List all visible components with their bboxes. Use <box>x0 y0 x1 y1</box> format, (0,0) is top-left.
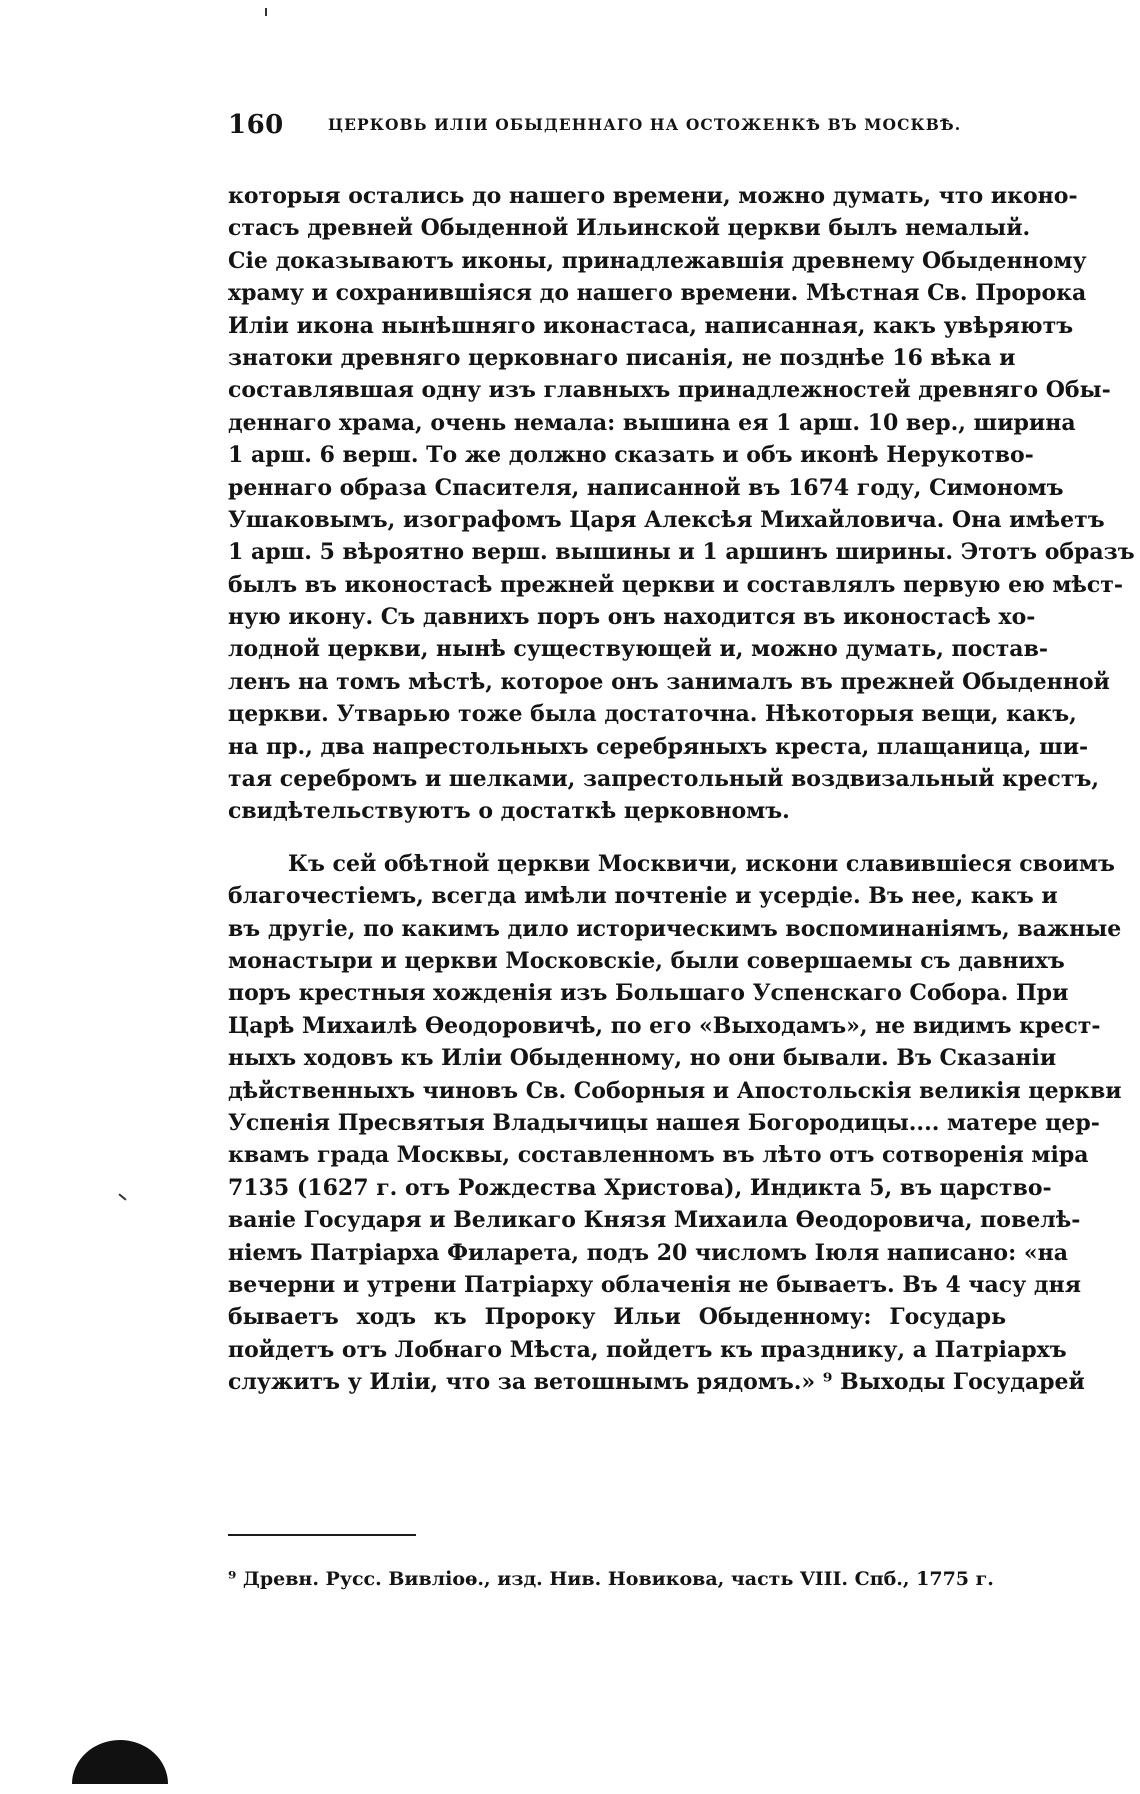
text-line: храму и сохранившіяся до нашего времени. Мѣстная Св. Пророка <box>228 280 1087 307</box>
paragraph-gap <box>228 828 1006 848</box>
text-line: на пр., два напрестольныхъ серебряныхъ креста, плащаница, ши- <box>228 733 1089 760</box>
paragraph-2 <box>228 848 1122 1399</box>
text-line: пойдетъ отъ Лобнаго Мѣста, пойдетъ къ празднику, а Патріархъ <box>228 1336 1067 1363</box>
text-line: церкви. Утварью тоже была достаточна. Нѣкоторыя вещи, какъ, <box>228 701 1077 728</box>
scan-speck <box>118 1193 126 1200</box>
text-line: тая серебромъ и шелками, запрестольный воздвизальный крестъ, <box>228 766 1099 793</box>
text-line: Успенія Пресвятыя Владычицы нашея Богородицы.... матере цер- <box>228 1109 1100 1136</box>
scan-speck <box>265 8 267 16</box>
text-line: свидѣтельствуютъ о достаткѣ церковномъ. <box>228 798 790 825</box>
text-line: стасъ древней Обыденной Ильинской церкви былъ немалый. <box>228 215 1031 242</box>
text-line: Ушаковымъ, изографомъ Царя Алексѣя Михайловича. Она имѣетъ <box>228 506 1105 533</box>
text-line: составлявшая одну изъ главныхъ принадлежностей древняго Обы- <box>228 377 1111 404</box>
text-line: 1 арш. 5 вѣроятно верш. вышины и 1 аршинъ ширины. Этотъ образъ <box>228 539 1135 566</box>
text-line: былъ въ иконостасѣ прежней церкви и составлялъ первую ею мѣст- <box>228 571 1124 598</box>
text-line: Къ сей обѣтной церкви Москвичи, искони славившіеся своимъ <box>288 850 1115 877</box>
page-number: 160 <box>228 110 284 140</box>
text-line: знатоки древняго церковнаго писанія, не позднѣе 16 вѣка и <box>228 344 1016 371</box>
text-line: которыя остались до нашего времени, можно думать, что иконо- <box>228 183 1078 209</box>
footnote-rule <box>228 1534 416 1536</box>
text-line: Царѣ Михаилѣ Ѳеодоровичѣ, по его «Выходамъ», не видимъ крест- <box>228 1012 1101 1039</box>
text-line: дѣйственныхъ чиновъ Св. Соборныя и Апостольскія великія церкви <box>228 1077 1122 1104</box>
text-line: ную икону. Съ давнихъ поръ онъ находится въ иконостасѣ хо- <box>228 604 1036 631</box>
scan-stain <box>72 1740 168 1784</box>
text-line: ленъ на томъ мѣстѣ, которое онъ занималъ въ прежней Обыденной <box>228 668 1110 695</box>
running-head <box>228 110 1008 146</box>
footnote: ⁹ Древн. Русс. Вивліоѳ., изд. Нив. Новикова, часть VIII. Спб., 1775 г. <box>228 1568 994 1590</box>
text-line: ваніе Государя и Великаго Князя Михаила Ѳеодоровича, повелѣ- <box>228 1207 1081 1234</box>
text-line: реннаго образа Спасителя, написанной въ 1674 году, Симономъ <box>228 474 1064 501</box>
text-line: поръ крестныя хожденія изъ Большаго Успенскаго Собора. При <box>228 980 1069 1007</box>
text-line: 1 арш. 6 верш. То же должно сказать и объ иконѣ Нерукотво- <box>228 442 1034 469</box>
body-text <box>228 180 1135 1398</box>
text-line: лодной церкви, нынѣ существующей и, можно думать, постав- <box>228 636 1048 663</box>
text-line: вечерни и утрени Патріарху облаченія не бываетъ. Въ 4 часу дня <box>228 1271 1081 1298</box>
text-line: бываетъ ходъ къ Пророку Ильи Обыденному: Государь <box>228 1304 1006 1331</box>
text-line: 7135 (1627 г. отъ Рождества Христова), Индикта 5, въ царство- <box>228 1174 1052 1201</box>
paragraph-1 <box>228 180 1135 828</box>
text-line: благочестіемъ, всегда имѣли почтеніе и усердіе. Въ нее, какъ и <box>228 883 1058 910</box>
text-line: квамъ града Москвы, составленномъ въ лѣто отъ сотворенія міра <box>228 1142 1089 1169</box>
running-title: ЦЕРКОВЬ ИЛІИ ОБЫДЕННАГО НА ОСТОЖЕНКѢ ВЪ МОСКВѢ. <box>328 115 962 134</box>
text-line: ныхъ ходовъ къ Иліи Обыденному, но они бывали. Въ Сказаніи <box>228 1045 1057 1072</box>
text-line: деннаго храма, очень немала: вышина ея 1 арш. 10 вер., ширина <box>228 409 1076 436</box>
text-line: служитъ у Иліи, что за ветошнымъ рядомъ.» ⁹ Выходы Государей <box>228 1369 1085 1396</box>
text-line: монастыри и церкви Московскіе, были совершаемы съ давнихъ <box>228 947 1065 974</box>
text-line: Иліи икона нынѣшняго иконастаса, написанная, какъ увѣряютъ <box>228 312 1074 339</box>
text-line: Сіе доказываютъ иконы, принадлежавшія древнему Обыденному <box>228 247 1087 274</box>
text-line: въ другіе, по какимъ дило историческимъ воспоминаніямъ, важные <box>228 915 1122 942</box>
text-line: ніемъ Патріарха Филарета, подъ 20 числомъ Іюля написано: «на <box>228 1239 1068 1266</box>
